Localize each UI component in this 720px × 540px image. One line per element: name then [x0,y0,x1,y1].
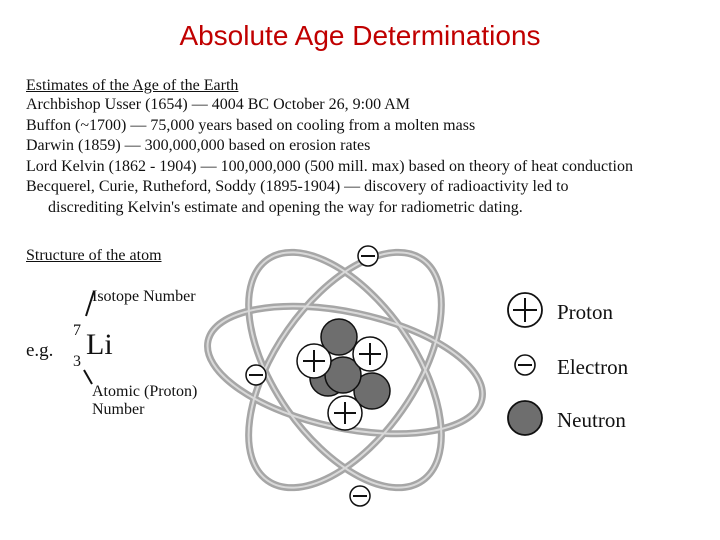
estimate-radioactivity: Becquerel, Curie, Rutheford, Soddy (1895-1904) — discovery of radioactivity led to [26,178,569,195]
electron-minus-circle-icon [505,345,549,389]
legend-electron [505,345,705,389]
atomic-number-label-line2: Number [92,401,145,418]
proton [353,337,387,371]
estimate-radioactivity-continued: discrediting Kelvin's estimate and opening the way for radiometric dating. [48,198,523,216]
atomic-pointer-line [84,370,92,384]
atomic-number-label-line1: Atomic (Proton) [92,383,198,400]
electron [358,246,378,266]
proton [328,396,362,430]
estimate-buffon: Buffon (~1700) — 75,000 years based on cooling from a molten mass [26,116,476,134]
element-symbol: Li [86,328,113,361]
legend-neutron-label: Neutron [557,408,626,432]
atom-structure-heading: Structure of the atom [26,247,162,264]
legend-electron-label: Electron [557,355,629,379]
legend-proton [505,290,705,334]
proton-plus-circle-icon [505,290,549,334]
isotope-number-label: Isotope Number [92,288,196,305]
legend-proton-label: Proton [557,300,614,324]
electron [350,486,370,506]
estimate-darwin: Darwin (1859) — 300,000,000 based on erosion rates [26,137,371,154]
legend-neutron [505,398,705,442]
neutron-filled-circle-icon [505,398,549,442]
electron [246,365,266,385]
slide-title: Absolute Age Determinations [179,20,541,51]
estimate-kelvin: Lord Kelvin (1862 - 1904) — 100,000,000 (500 mill. max) based on theory of heat conduction [26,157,633,175]
proton [297,344,331,378]
nucleus [297,319,390,430]
atomic-number: 3 [73,353,81,370]
estimates-heading: Estimates of the Age of the Earth [26,77,239,94]
mass-number: 7 [73,322,81,339]
eg-label: e.g. [26,340,54,361]
atom-diagram [200,215,490,535]
estimate-usser: Archbishop Usser (1654) — 4004 BC October 26, 9:00 AM [26,96,410,113]
